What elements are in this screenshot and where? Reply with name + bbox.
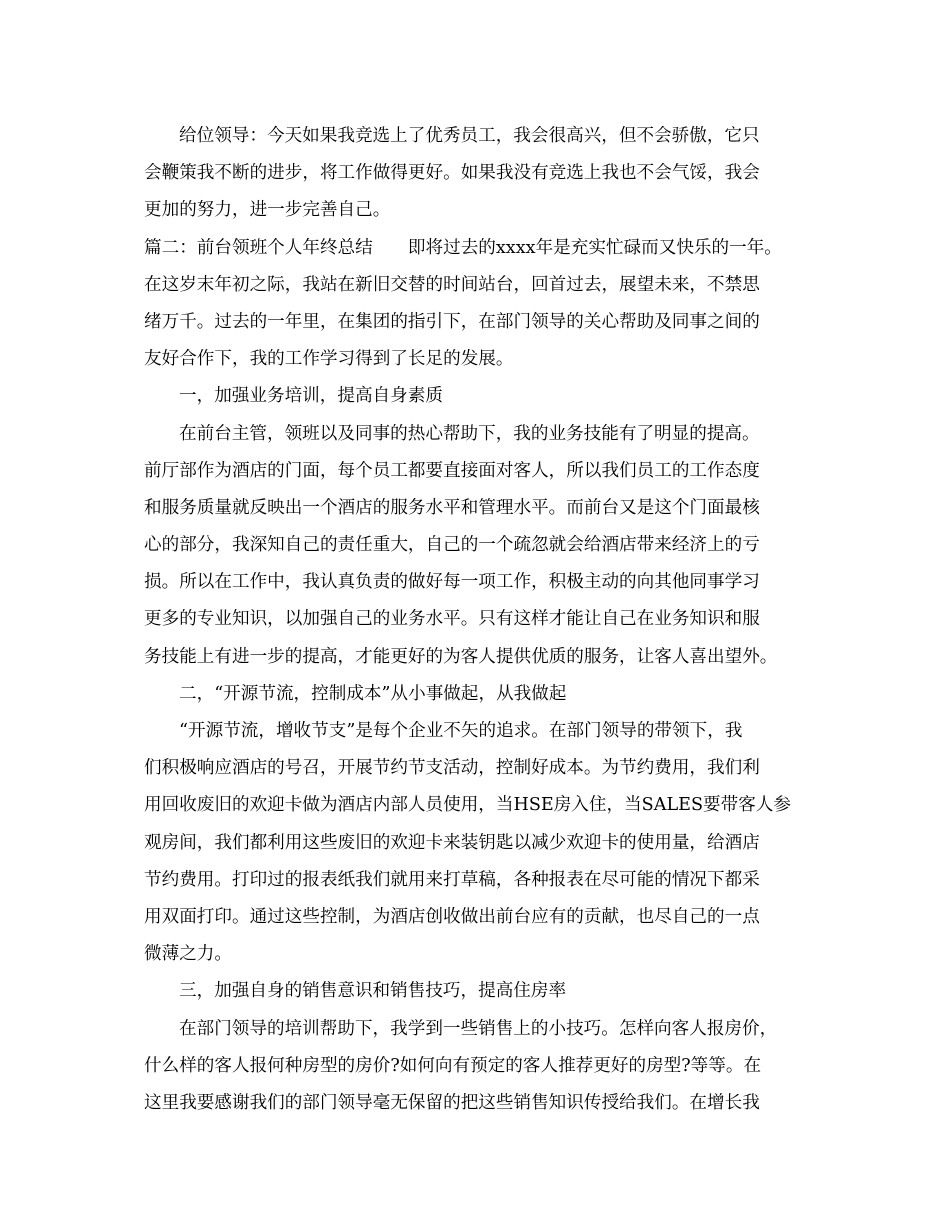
text-line: 微薄之力。	[144, 944, 232, 965]
text-line: 篇二：前台领班个人年终总结 即将过去的xxxx年是充实忙碌而又快乐的一年。	[144, 237, 782, 258]
text-line: 用回收废旧的欢迎卡做为酒店内部人员使用，当HSE房入住，当SALES要带客人参	[144, 795, 791, 816]
text-line: 节约费用。打印过的报表纸我们就用来打草稿，各种报表在尽可能的情况下都采	[144, 869, 760, 890]
text-line: “开源节流，增收节支”是每个企业不矢的追求。在部门领导的带领下，我	[179, 721, 743, 741]
text-line: 这里我要感谢我们的部门领导毫无保留的把这些销售知识传授给我们。在增长我	[144, 1092, 760, 1113]
text-line: 绪万千。过去的一年里，在集团的指引下，在部门领导的关心帮助及同事之间的	[144, 311, 760, 332]
text-line: 前厅部作为酒店的门面，每个员工都要直接面对客人，所以我们员工的工作态度	[144, 460, 760, 481]
text-line: 们积极响应酒店的号召，开展节约节支活动，控制好成本。为节约费用，我们利	[144, 758, 760, 779]
text-line: 用双面打印。通过这些控制，为酒店创收做出前台应有的贡献，也尽自己的一点	[144, 906, 760, 927]
text-line: 务技能上有进一步的提高，才能更好的为客人提供优质的服务，让客人喜出望外。	[144, 646, 778, 667]
text-line: 什么样的客人报何种房型的房价?如何向有预定的客人推荐更好的房型?等等。在	[144, 1055, 762, 1076]
text-line: 损。所以在工作中，我认真负责的做好每一项工作，积极主动的向其他同事学习	[144, 572, 760, 593]
text-line: 更多的专业知识，以加强自己的业务水平。只有这样才能让自己在业务知识和服	[144, 609, 760, 630]
text-line: 友好合作下，我的工作学习得到了长足的发展。	[144, 349, 514, 370]
text-line: 在前台主管，领班以及同事的热心帮助下，我的业务技能有了明显的提高。	[179, 423, 760, 444]
text-line: 更加的努力，进一步完善自己。	[144, 200, 391, 221]
text-line: 给位领导：今天如果我竞选上了优秀员工，我会很高兴，但不会骄傲，它只	[179, 126, 760, 146]
text-line: 心的部分，我深知自己的责任重大，自己的一个疏忽就会给酒店带来经济上的亏	[144, 535, 760, 556]
document-body	[144, 118, 844, 1122]
text-line: 在这岁末年初之际，我站在新旧交替的时间站台，回首过去，展望未来，不禁思	[144, 274, 760, 295]
text-line: 二，“开源节流，控制成本”从小事做起，从我做起	[179, 683, 567, 704]
text-line: 和服务质量就反映出一个酒店的服务水平和管理水平。而前台又是这个门面最核	[144, 497, 760, 518]
text-line: 三，加强自身的销售意识和销售技巧，提高住房率	[179, 981, 567, 1002]
text-line: 在部门领导的培训帮助下，我学到一些销售上的小技巧。怎样向客人报房价，	[179, 1018, 778, 1039]
text-line: 会鞭策我不断的进步，将工作做得更好。如果我没有竞选上我也不会气馁，我会	[144, 163, 760, 184]
text-line: 一，加强业务培训，提高自身素质	[179, 386, 443, 407]
text-line: 观房间，我们都利用这些废旧的欢迎卡来装钥匙以减少欢迎卡的使用量，给酒店	[144, 832, 760, 853]
